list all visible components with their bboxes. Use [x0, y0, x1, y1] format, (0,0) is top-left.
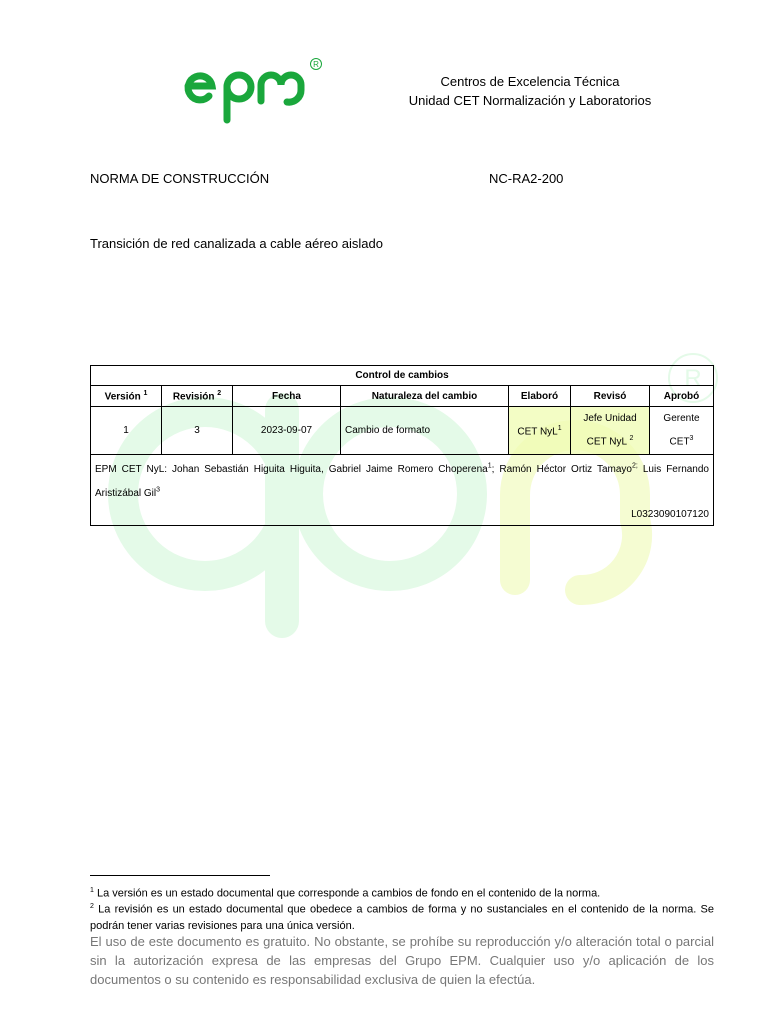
change-control-table — [90, 365, 714, 526]
header-revision: Revisión $^2$ — [162, 386, 233, 407]
cell-version: 1 — [91, 407, 162, 455]
standard-type: NORMA DE CONSTRUCCIÓN — [90, 171, 270, 186]
footnote-1: $^1$ La versión es un estado documental que corresponde a cambios de fondo en el contenido de la norma. — [90, 887, 601, 900]
header-nature: Naturaleza del cambio — [341, 386, 509, 407]
svg-text:R: R — [313, 60, 319, 69]
header-prepared: Elaboró — [509, 386, 571, 407]
epm-logo — [183, 56, 333, 126]
header-date: Fecha — [233, 386, 341, 407]
table-row — [91, 407, 714, 455]
header-approved: Aprobó — [650, 386, 714, 407]
cell-nature: Cambio de formato — [341, 407, 509, 455]
document-code: L0323090107120 — [631, 508, 709, 520]
standard-code: NC-RA2-200 — [489, 171, 564, 186]
footnote-2: $^2$ La revisión es un estado documental que obedece a cambios de forma y no sustanciales en el contenido de la norma. Se podrán tener varias revisiones para una única versión. — [90, 903, 714, 932]
cell-prepared: CET NyL$^1$ — [509, 407, 571, 455]
cell-approved: Gerente CET$^3$ — [650, 407, 714, 455]
authors-cell — [91, 455, 714, 526]
table-title: Control de cambios — [91, 366, 714, 386]
cell-reviewed: Jefe Unidad CET NyL $^2$ — [571, 407, 650, 455]
usage-disclaimer: El uso de este documento es gratuito. No obstante, se prohíbe su reproducción y/o alteración total o parcial sin la autorización expresa de las empresas del Grupo EPM. Cualquier uso y/o aplicación de los documentos o su contenido es responsabilidad exclusiva de quien la efectúa. — [90, 934, 714, 987]
header-version: Versión $^1$ — [91, 386, 162, 407]
standard-title: Transición de red canalizada a cable aéreo aislado — [90, 236, 383, 251]
svg-text:R: R — [684, 365, 702, 392]
header-reviewed: Revisó — [571, 386, 650, 407]
cell-revision: 3 — [162, 407, 233, 455]
footnote-separator — [90, 875, 270, 876]
cell-date: 2023-09-07 — [233, 407, 341, 455]
organization-header — [405, 72, 655, 110]
org-line-2: Unidad CET Normalización y Laboratorios — [408, 93, 652, 108]
authors-text: EPM CET NyL: Johan Sebastián Higuita Higuita, Gabriel Jaime Romero Choperena$^1$; Ramón Héctor Ortiz Tamayo$^{2;}$ Luis Fernando Aristizábal Gil$^3$ — [95, 462, 709, 499]
org-line-1: Centros de Excelencia Técnica — [440, 74, 620, 89]
